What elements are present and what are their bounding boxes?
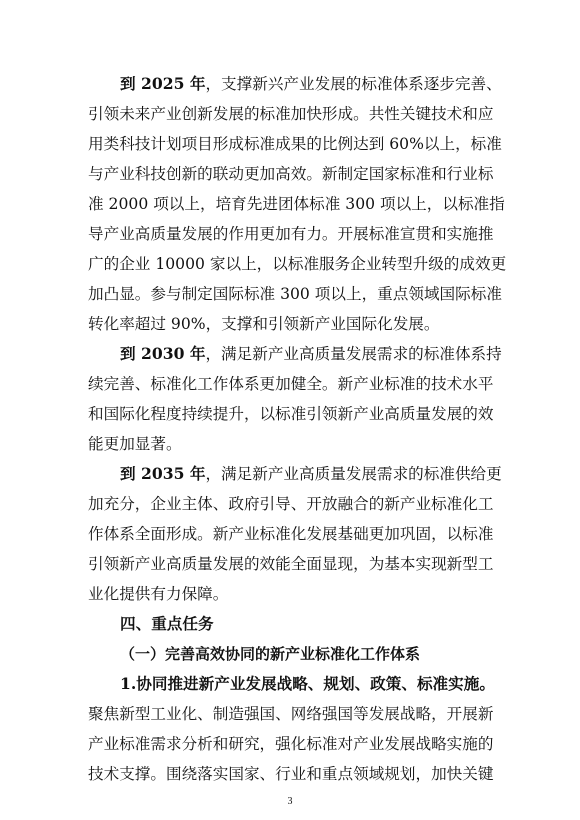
para-2025-line-3: 用类科技计划项目形成标准成果的比例达到 60%以上，标准 bbox=[88, 135, 502, 153]
para-2030-line-2: 续完善、标准化工作体系更加健全。新产业标准的技术水平 bbox=[88, 375, 494, 393]
para-2035-line-2: 加充分，企业主体、政府引导、开放融合的新产业标准化工 bbox=[88, 495, 494, 513]
para-2025-line-2: 引领未来产业创新发展的标准加快形成。共性关键技术和应 bbox=[88, 105, 494, 123]
page-number: 3 bbox=[287, 796, 293, 807]
para-2030-lead: 到 2030 年 bbox=[120, 344, 206, 363]
section-heading: 四、重点任务 bbox=[120, 615, 214, 633]
para-2025-line-9: 转化率超过 90%，支撑和引领新产业国际化发展。 bbox=[88, 315, 440, 333]
para-2035-line-1: 到 2035 年，满足新产业高质量发展需求的标准供给更 bbox=[120, 464, 502, 483]
para-2025-line-6: 导产业高质量发展的作用更加有力。开展标准宣贯和实施推 bbox=[88, 225, 494, 243]
para-2035-lead: 到 2035 年 bbox=[120, 464, 206, 483]
task-1-line-2: 产业标准需求分析和研究，强化标准对产业发展战略实施的 bbox=[88, 735, 494, 753]
task-1-line-3: 技术支撑。围绕落实国家、行业和重点领域规划，加快关键 bbox=[88, 765, 494, 783]
para-2025-line-1: 到 2025 年，支撑新兴产业发展的标准体系逐步完善、 bbox=[120, 74, 502, 93]
para-2025-line-4: 与产业科技创新的联动更加高效。新制定国家标准和行业标 bbox=[88, 165, 494, 183]
para-2025-line-5: 准 2000 项以上，培育先进团体标准 300 项以上，以标准指 bbox=[88, 195, 505, 213]
para-2025-line-8: 加凸显。参与制定国际标准 300 项以上，重点领域国际标准 bbox=[88, 285, 502, 303]
para-2025-lead: 到 2025 年 bbox=[120, 74, 206, 93]
para-2035-line-3: 作体系全面形成。新产业标准化发展基础更加巩固，以标准 bbox=[88, 525, 494, 543]
para-2030-line-1: 到 2030 年，满足新产业高质量发展需求的标准体系持 bbox=[120, 344, 502, 363]
para-2030-line-4: 能更加显著。 bbox=[88, 435, 182, 453]
para-2030-line-3: 和国际化程度持续提升，以标准引领新产业高质量发展的效 bbox=[88, 405, 494, 423]
para-2035-line-4: 引领新产业高质量发展的效能全面显现，为基本实现新型工 bbox=[88, 555, 494, 573]
para-2035-line-5: 业化提供有力保障。 bbox=[88, 585, 229, 603]
para-2025-line-7: 广的企业 10000 家以上，以标准服务企业转型升级的成效更 bbox=[88, 255, 507, 273]
subsection-heading: （一）完善高效协同的新产业标准化工作体系 bbox=[120, 645, 421, 663]
task-1-title: 1.协同推进新产业发展战略、规划、政策、标准实施。 bbox=[120, 674, 495, 693]
task-1-line-1: 聚焦新型工业化、制造强国、网络强国等发展战略，开展新 bbox=[88, 705, 494, 723]
